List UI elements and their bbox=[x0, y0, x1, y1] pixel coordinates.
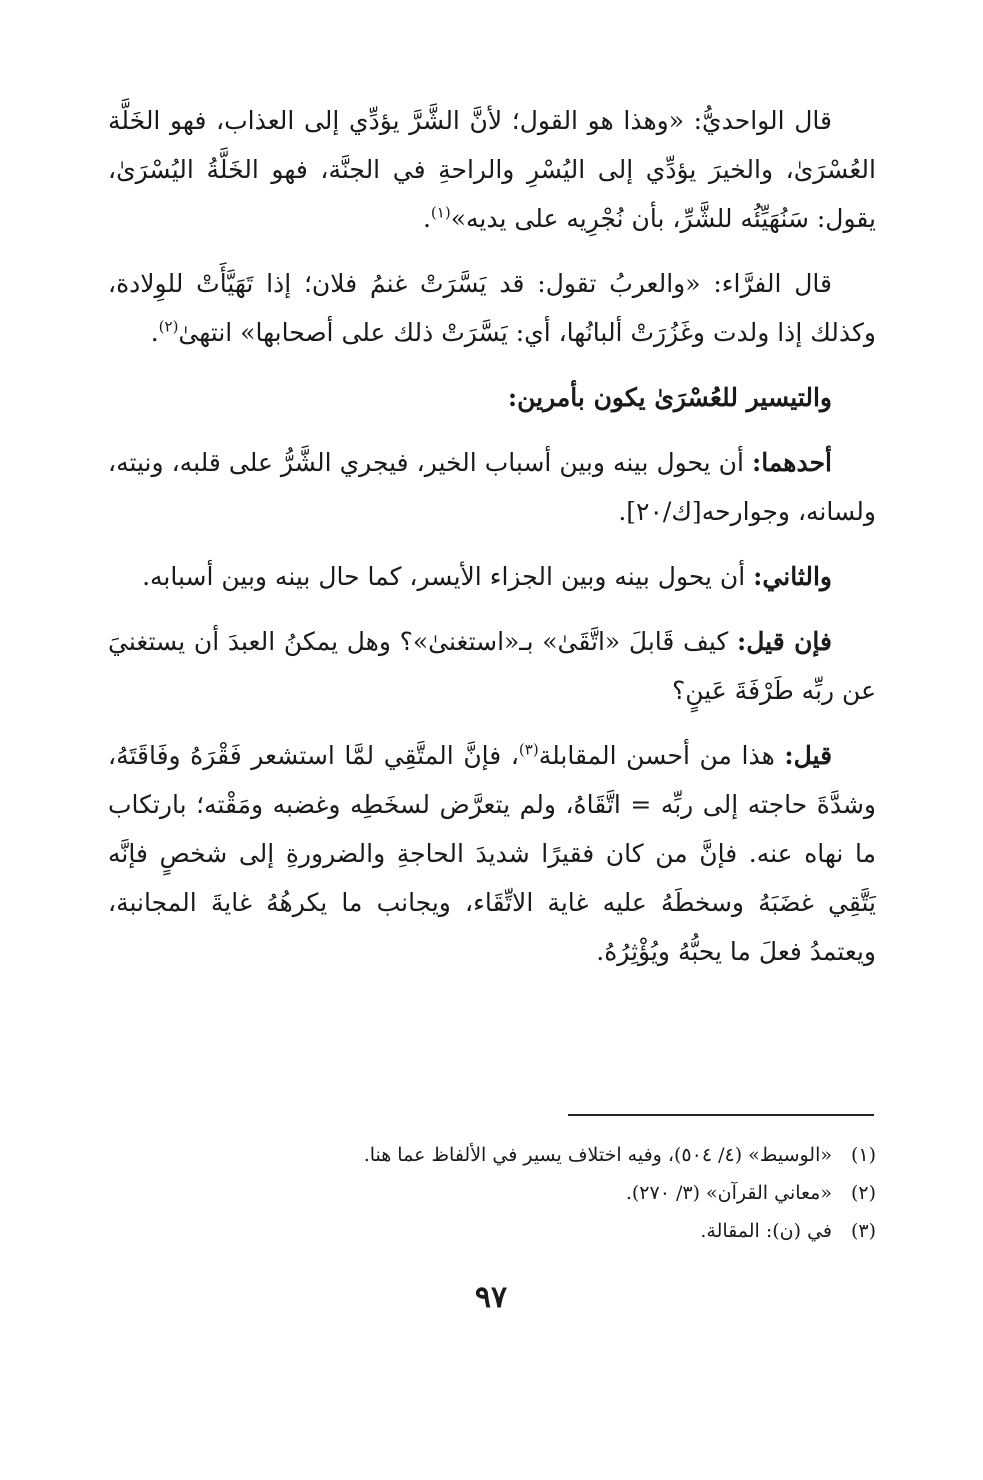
footnote-text: في (ن): المقالة. bbox=[700, 1220, 832, 1242]
footnote-divider bbox=[568, 1114, 874, 1116]
footnote-reference: (٢) bbox=[158, 317, 179, 336]
paragraph-text: هذا من أحسن المقابلة bbox=[538, 741, 775, 770]
footnote-number: (٣) bbox=[850, 1220, 876, 1242]
footnote-item bbox=[200, 1136, 876, 1174]
paragraph-text: أن يحول بينه وبين الجزاء الأيسر، كما حال بينه وبين أسبابه. bbox=[142, 562, 746, 591]
paragraph-text: كيف قَابلَ «اتَّقَىٰ» بـ«استغنىٰ»؟ وهل يمكنُ العبدَ أن يستغنيَ عن ربِّه طَرْفَةَ عَينٍ؟ bbox=[108, 627, 876, 705]
paragraph-first-matter bbox=[108, 438, 876, 536]
paragraph-second-matter bbox=[108, 552, 876, 601]
paragraph-lead: أحدهما: bbox=[752, 448, 833, 477]
footnote-number: (١) bbox=[850, 1144, 876, 1166]
paragraph-text: قال الفرَّاء: «والعربُ تقول: قد يَسَّرَتْ غنمُ فلان؛ إذا تَهَيَّأَتْ للوِلادة، وكذلك إذا ولدت وغَزُرَتْ ألبانُها، أي: يَسَّرَتْ ذلك على أصحابها» انتهىٰ bbox=[108, 269, 876, 347]
footnote-text: «معاني القرآن» (٣/ ٢٧٠). bbox=[625, 1182, 832, 1204]
paragraph-wahidi bbox=[108, 96, 876, 243]
paragraph-heading bbox=[108, 373, 876, 422]
paragraph-tail: . bbox=[150, 318, 159, 347]
footnote-item bbox=[200, 1212, 876, 1250]
page-number: ٩٧ bbox=[474, 1280, 508, 1315]
paragraph-text: قال الواحديُّ: «وهذا هو القول؛ لأنَّ الشَّرَّ يؤدِّي إلى العذاب، فهو الخَلَّة العُسْرَىٰ، والخيرَ يؤدِّي إلى اليُسْرِ والراحةِ في الجنَّة، فهو الخَلَّةُ اليُسْرَىٰ، يقول: سَنُهَيِّئُه للشَّرِّ، بأن نُجْرِيه على يديه» bbox=[108, 106, 876, 233]
footnote-text: «الوسيط» (٤/ ٥٠٤)، وفيه اختلاف يسير في الألفاظ عما هنا. bbox=[363, 1144, 832, 1166]
paragraph-question bbox=[108, 617, 876, 715]
paragraph-lead: قيل: bbox=[784, 741, 833, 770]
footnote-reference: (٣) bbox=[518, 740, 539, 759]
paragraph-lead: فإن قيل: bbox=[737, 627, 832, 656]
paragraph-tail: . bbox=[422, 204, 431, 233]
heading-text: والتيسير للعُسْرَىٰ يكون بأمرين: bbox=[507, 383, 832, 412]
footnote-reference: (١) bbox=[430, 203, 451, 222]
paragraph-farra bbox=[108, 259, 876, 357]
paragraph-text: أن يحول بينه وبين أسباب الخير، فيجري الشَّرُّ على قلبه، ونيته، ولسانه، وجوارحه[ك/٢٠]. bbox=[108, 448, 876, 526]
paragraph-answer bbox=[108, 731, 876, 976]
footnote-number: (٢) bbox=[850, 1182, 876, 1204]
paragraph-tail: ، فإنَّ المتَّقِي لمَّا استشعر فَقْرَهُ وفَاقَتَهُ، وشدَّةَ حاجته إلى ربِّه = اتَّقَاهُ، ولم يتعرَّض لسخَطِه وغضبه ومَقْته؛ بارتكاب ما نهاه عنه. فإنَّ من كان فقيرًا شديدَ الحاجةِ والضرورةِ إلى شخصٍ فإنَّه يَتَّقِي غضَبَهُ وسخطَهُ عليه غاية الاتِّقَاء، ويجانب ما يكرهُهُ غايةَ المجانبة، ويعتمدُ فعلَ ما يحبُّهُ ويُؤْثِرُهُ. bbox=[108, 741, 876, 966]
footnotes bbox=[200, 1136, 876, 1250]
footnote-item bbox=[200, 1174, 876, 1212]
main-text bbox=[108, 96, 876, 992]
paragraph-lead: والثاني: bbox=[753, 562, 832, 591]
